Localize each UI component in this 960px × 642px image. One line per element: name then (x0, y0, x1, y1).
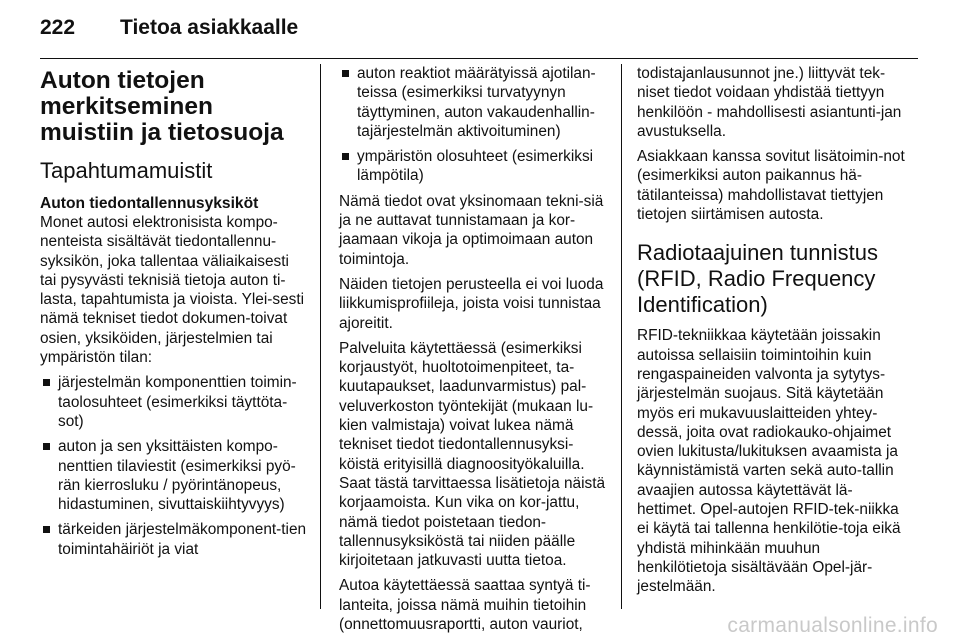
body-paragraph: Nämä tiedot ovat yksinomaan tekni-siä ja ne auttavat tunnistamaan ja kor-jaamaan vikoja ja optimoimaan auton toimintoja. (339, 192, 604, 268)
header-divider (40, 58, 918, 59)
section-heading: Auton tietojen merkitseminen muistiin ja tietosuoja (40, 67, 284, 146)
bullet-list (40, 373, 308, 559)
page-header (40, 16, 918, 46)
column-1 (40, 64, 308, 609)
body-paragraph: Autoa käytettäessä saattaa syntyä ti-lanteita, joissa nämä muihin tietoihin (onnettomuusraportti, auton vauriot, (339, 577, 591, 634)
body-paragraph: Palveluita käytettäessä (esimerkiksi korjaustyöt, huoltotoimenpiteet, ta-kuutapaukset, laadunvarmistus) pal-veluverkoston työntekijät (mukaan lu-kien valmistaja) voivat lukea nämä tekniset tiedot tiedontallennusyksi-köistä erityisillä diagnoosityökaluilla. Saat tästä tarvittaessa lisätietoja näistä korjaamoista. Kun vika on kor-jattu, nämä tiedot poistetaan tiedon-tallennusyksiköstä tai niiden päälle kirjoitetaan jatkuvasti uutta tietoa. (339, 339, 606, 570)
list-item: ympäristön olosuhteet (esimerkiksi lämpötila) (339, 147, 607, 186)
body-paragraph: todistajanlausunnot jne.) liittyvät tek-niset tiedot voidaan yhdistää tiettyyn henkilöön - mahdollisesti asiantunti-jan avustuksella. (637, 65, 902, 140)
intro-paragraph: Monet autosi elektronisista kompo-nenteista sisältävät tiedontallennu-syksikön, joka tallentaa väliaikaisesti tai pysyvästi teknisiä tietoja auton ti-lasta, tapahtumista ja vioista. Ylei-sesti nämä tekniset tiedot dokumen-toivat osien, yksiköiden, järjestelmien tai ympäristön tilan: (40, 214, 305, 367)
topic-title: Auton tiedontallennusyksiköt (40, 195, 259, 212)
header-title: Tietoa asiakkaalle (120, 16, 299, 39)
watermark-text: carmanualsonline.info (727, 614, 938, 637)
subsection-heading: Tapahtumamuistit (40, 158, 213, 183)
list-item: järjestelmän komponenttien toimin-taolosuhteet (esimerkiksi täyttöta-sot) (40, 373, 308, 431)
body-paragraph: Näiden tietojen perusteella ei voi luoda liikkumisprofiileja, joista voisi tunnistaa ajoreitit. (339, 275, 604, 332)
page-number: 222 (40, 16, 76, 39)
column-3 (637, 64, 911, 609)
bullet-list (339, 64, 607, 186)
rfid-heading: Radiotaajuinen tunnistus (RFID, Radio Frequency Identification) (637, 240, 878, 318)
column-divider-1 (320, 64, 321, 609)
rfid-paragraph: RFID-tekniikkaa käytetään joissakin autoissa sellaisiin toimintoihin kuin rengaspaineiden valvonta ja sytytys-järjestelmän suojaus. Sitä käytetään myös eri mukavuuslaitteiden yhtey-dessä, joita ovat radiokauko-ohjaimet ovien lukitusta/lukituksen avaamista ja käynnistämistä varten sekä auto-tallin avaajien autossa käytettävät lä-hettimet. Opel-autojen RFID-tek-niikka ei käytä tai tallenna henkilötie-toja eikä yhdistä mihinkään muuhun henkilötietoja sisältävään Opel-jär-jestelmään. (637, 327, 901, 596)
body-paragraph: Asiakkaan kanssa sovitut lisätoimin-not (esimerkiksi auton paikannus hä-tätilanteissa) mahdollistavat tiettyjen tietojen siirtämisen autosta. (637, 148, 905, 224)
list-item: auton ja sen yksittäisten kompo-nenttien tilaviestit (esimerkiksi pyö-rän kierrosluku / pyörintänopeus, hidastuminen, sivuttaiskiihtyvyys) (40, 437, 308, 514)
list-item: tärkeiden järjestelmäkomponent-tien toimintahäiriöt ja viat (40, 520, 308, 559)
column-2 (339, 64, 607, 634)
column-divider-2 (621, 64, 622, 609)
list-item: auton reaktiot määrätyissä ajotilan-teissa (esimerkiksi turvatyynyn täyttyminen, auton vakaudenhallin-tajärjestelmän aktivoituminen) (339, 64, 607, 141)
